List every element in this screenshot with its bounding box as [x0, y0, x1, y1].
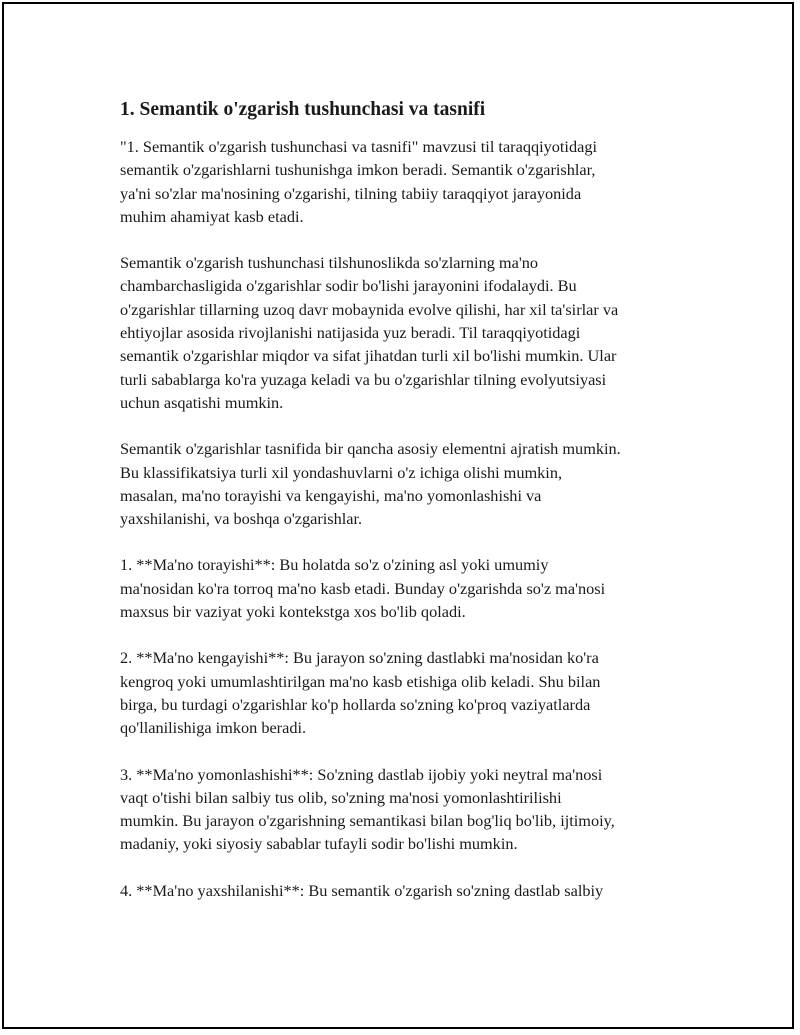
text-line: 3. **Ma'no yomonlashishi**: So'zning dastlab ijobiy yoki neytral ma'nosi: [120, 764, 603, 784]
text-line: mumkin. Bu jarayon o'zgarishning semantikasi bilan bog'liq bo'lib, ijtimoiy,: [120, 811, 615, 831]
list-item-broadening: [120, 646, 700, 739]
paragraph-intro: [120, 135, 700, 228]
paragraph-classification: [120, 437, 700, 530]
paragraph-concept: [120, 251, 700, 414]
text-line: ma'nosidan ko'ra torroq ma'no kasb etadi. Bunday o'zgarishda so'z ma'nosi: [120, 578, 606, 598]
document-title: 1. Semantik o'zgarish tushunchasi va tasnifi: [120, 99, 486, 120]
text-line: uchun asqatishi mumkin.: [120, 392, 284, 412]
text-line: 4. **Ma'no yaxshilanishi**: Bu semantik o'zgarish so'zning dastlab salbiy: [120, 880, 604, 900]
text-line: Semantik o'zgarish tushunchasi tilshunoslikda so'zlarning ma'no: [120, 253, 539, 273]
text-line: qo'llanilishiga imkon beradi.: [120, 718, 307, 738]
text-line: turli sabablarga ko'ra yuzaga keladi va bu o'zgarishlar tilning evolyutsiyasi: [120, 369, 607, 389]
text-line: 1. **Ma'no torayishi**: Bu holatda so'z o'zining asl yoki umumiy: [120, 555, 549, 575]
list-item-amelioration: [120, 879, 700, 902]
list-item-narrowing: [120, 553, 700, 623]
text-line: Semantik o'zgarishlar tasnifida bir qancha asosiy elementni ajratish mumkin.: [120, 439, 621, 459]
text-line: birga, bu turdagi o'zgarishlar ko'p hollarda so'zning ko'proq vaziyatlarda: [120, 694, 591, 714]
document-page: [2, 2, 794, 1029]
text-line: ehtiyojlar asosida rivojlanishi natijasida yuz beradi. Til taraqqiyotidagi: [120, 323, 581, 343]
document-body: [120, 97, 700, 925]
text-line: "1. Semantik o'zgarish tushunchasi va tasnifi" mavzusi til taraqqiyotidagi: [120, 137, 597, 156]
text-line: muhim ahamiyat kasb etadi.: [120, 206, 304, 226]
text-line: chambarchasligida o'zgarishlar sodir bo'lishi jarayonini ifodalaydi. Bu: [120, 276, 577, 296]
text-line: masalan, ma'no torayishi va kengayishi, ma'no yomonlashishi va: [120, 485, 542, 505]
text-line: semantik o'zgarishlarni tushunishga imkon beradi. Semantik o'zgarishlar,: [120, 160, 596, 180]
text-line: yaxshilanishi, va boshqa o'zgarishlar.: [120, 509, 363, 529]
text-line: kengroq yoki umumlashtirilgan ma'no kasb etishiga olib keladi. Shu bilan: [120, 671, 601, 691]
list-item-pejoration: [120, 763, 700, 856]
text-line: vaqt o'tishi bilan salbiy tus olib, so'zning ma'nosi yomonlashtirilishi: [120, 787, 562, 807]
text-line: Bu klassifikatsiya turli xil yondashuvlarni o'z ichiga olishi mumkin,: [120, 462, 563, 482]
text-line: semantik o'zgarishlar miqdor va sifat jihatdan turli xil bo'lishi mumkin. Ular: [120, 346, 617, 366]
text-line: 2. **Ma'no kengayishi**: Bu jarayon so'zning dastlabki ma'nosidan ko'ra: [120, 648, 599, 668]
text-line: maxsus bir vaziyat yoki kontekstga xos bo'lib qoladi.: [120, 602, 466, 622]
text-line: ya'ni so'zlar ma'nosining o'zgarishi, tilning tabiiy taraqqiyot jarayonida: [120, 183, 582, 203]
text-line: o'zgarishlar tillarning uzoq davr mobaynida evolve qilishi, har xil ta'sirlar va: [120, 299, 619, 319]
text-line: madaniy, yoki siyosiy sabablar tufayli sodir bo'lishi mumkin.: [120, 834, 518, 854]
